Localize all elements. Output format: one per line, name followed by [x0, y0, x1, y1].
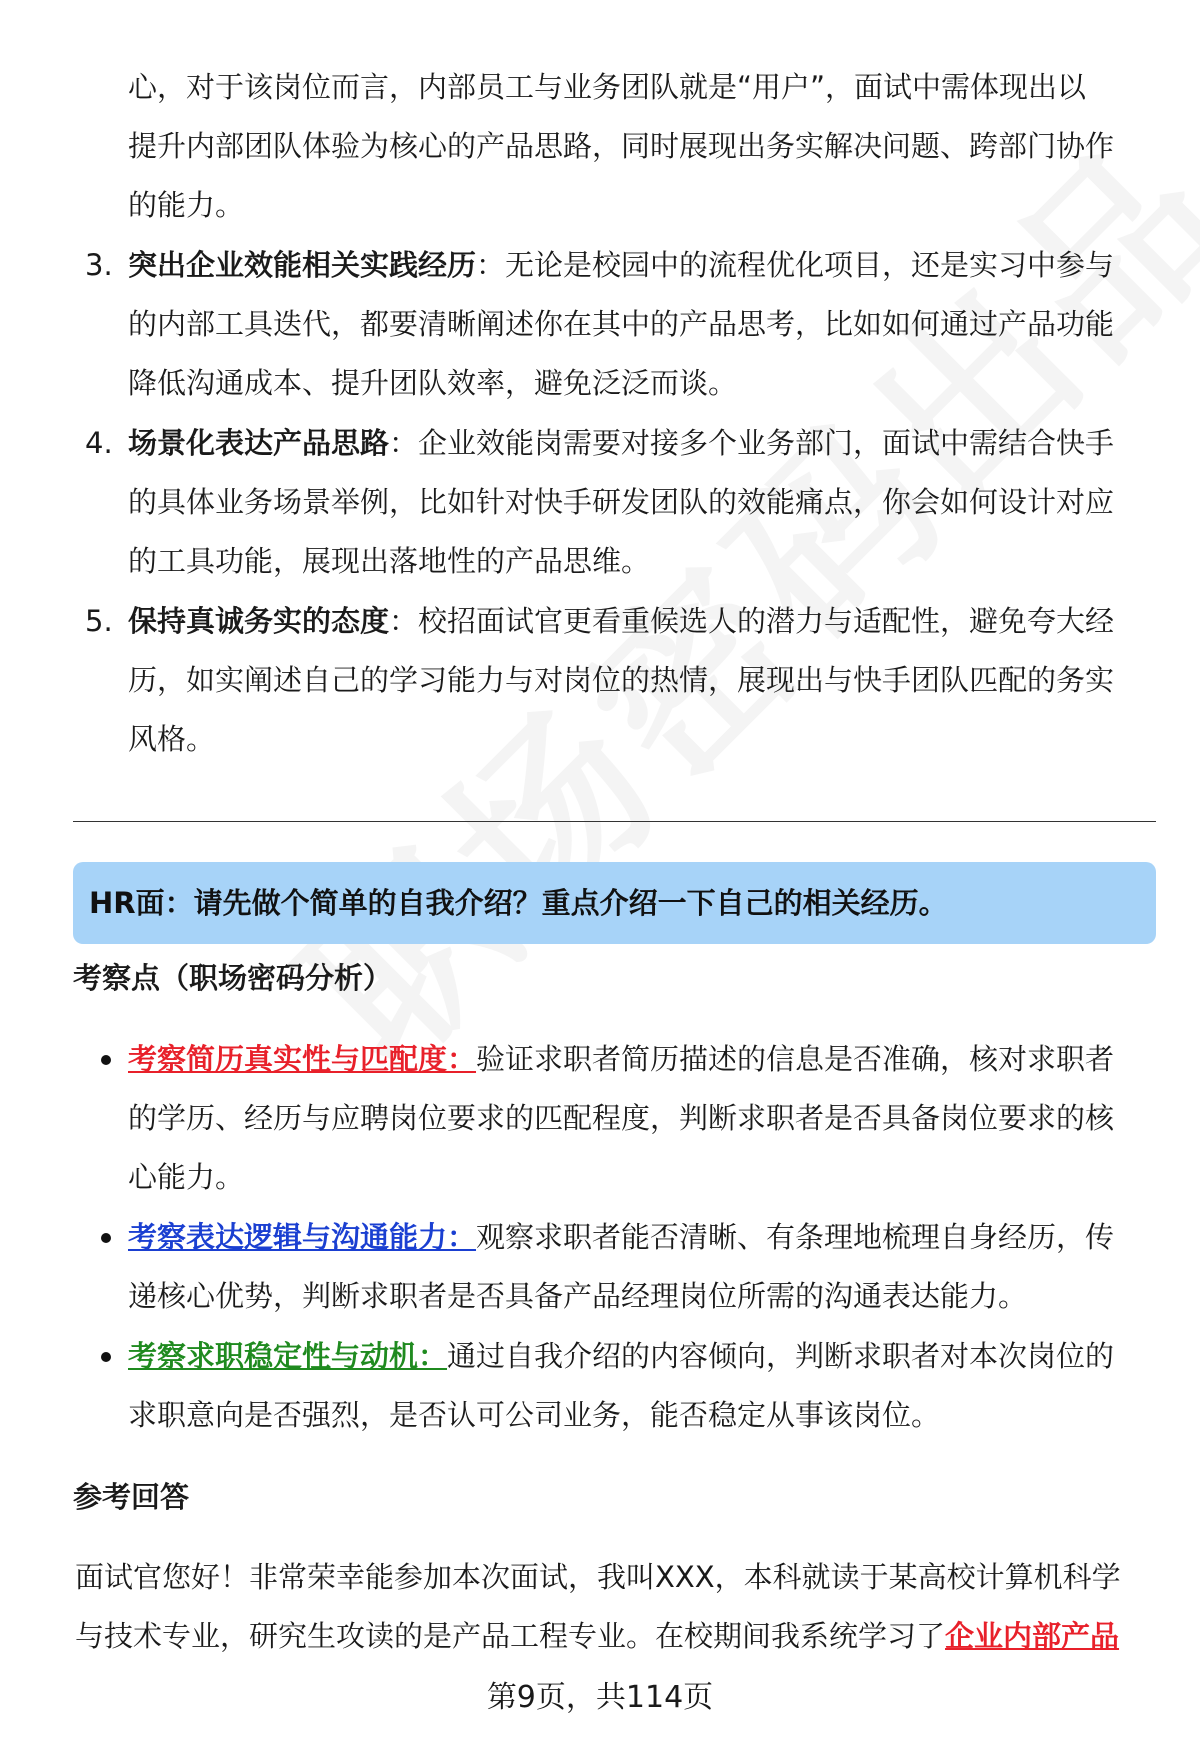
tip-text: 的内部工具迭代，都要清晰阐述你在其中的产品思考，比如如何通过产品功能 [128, 307, 1115, 341]
answer-line-1: 面试官您好！非常荣幸能参加本次面试，我叫XXX，本科就读于某高校计算机科学 [75, 1560, 1121, 1594]
point-text: 验证求职者简历描述的信息是否准确，核对求职者 [476, 1042, 1115, 1076]
bullet-icon [101, 1055, 111, 1065]
tip-item-3 [75, 236, 1150, 413]
point-text: 的学历、经历与应聘岗位要求的匹配程度，判断求职者是否具备岗位要求的核 [128, 1101, 1115, 1135]
tip-separator: ： [389, 604, 419, 638]
page-footer: 第9页，共114页 [486, 1680, 714, 1715]
tip-text: 企业效能岗需要对接多个业务部门，面试中需结合快手 [418, 426, 1115, 460]
point-text: 求职意向是否强烈，是否认可公司业务，能否稳定从事该岗位。 [128, 1398, 941, 1432]
point-text: 递核心优势，判断求职者是否具备产品经理岗位所需的沟通表达能力。 [128, 1279, 1028, 1313]
tip-title: 突出企业效能相关实践经历 [128, 248, 477, 282]
bullet-icon [101, 1233, 111, 1243]
tip-item-4 [75, 414, 1150, 591]
point-text: 心能力。 [128, 1160, 245, 1194]
point-text: 通过自我介绍的内容倾向，判断求职者对本次岗位的 [447, 1339, 1115, 1373]
point-title: 考察表达逻辑与沟通能力： [128, 1220, 477, 1254]
analysis-heading: 考察点（职场密码分析） [73, 961, 393, 995]
tip-title: 保持真诚务实的态度 [128, 604, 390, 638]
tip-text: 的具体业务场景举例，比如针对快手研发团队的效能痛点，你会如何设计对应 [128, 485, 1115, 519]
answer-heading: 参考回答 [73, 1480, 190, 1514]
tip-number: 3. [85, 248, 113, 282]
tip-text: 的工具功能，展现出落地性的产品思维。 [128, 544, 651, 578]
point-title: 考察求职稳定性与动机： [128, 1339, 448, 1373]
tip-title: 场景化表达产品思路 [128, 426, 390, 460]
intro-line-2: 提升内部团队体验为核心的产品思路，同时展现出务实解决问题、跨部门协作 [128, 129, 1115, 163]
tip-text: 校招面试官更看重候选人的潜力与适配性，避免夸大经 [418, 604, 1115, 638]
tip-text: 历，如实阐述自己的学习能力与对岗位的热情，展现出与快手团队匹配的务实 [128, 663, 1115, 697]
answer-highlight: 企业内部产品 [945, 1619, 1120, 1653]
analysis-point-3 [75, 1327, 1150, 1445]
analysis-point-1 [75, 1030, 1150, 1207]
tip-separator: ： [389, 426, 419, 460]
bullet-icon [101, 1352, 111, 1362]
tip-item-5 [75, 592, 1150, 769]
tip-number: 4. [85, 426, 113, 460]
point-text: 观察求职者能否清晰、有条理地梳理自身经历，传 [476, 1220, 1115, 1254]
answer-text: 与技术专业，研究生攻读的是产品工程专业。在校期间我系统学习了 [75, 1619, 946, 1653]
intro-line-1: 心，对于该岗位而言，内部员工与业务团队就是“用户”，面试中需体现出以 [128, 70, 1087, 104]
tip-text: 无论是校园中的流程优化项目，还是实习中参与 [505, 248, 1115, 282]
intro-line-3: 的能力。 [128, 188, 245, 222]
section-divider [73, 821, 1156, 822]
tip-number: 5. [85, 604, 113, 638]
tip-separator: ： [476, 248, 506, 282]
answer-line-2 [75, 1607, 1150, 1666]
tip-text: 降低沟通成本、提升团队效率，避免泛泛而谈。 [128, 366, 738, 400]
analysis-point-2 [75, 1208, 1150, 1326]
question-banner: HR面：请先做个简单的自我介绍？重点介绍一下自己的相关经历。 [73, 862, 1156, 944]
point-title: 考察简历真实性与匹配度： [128, 1042, 477, 1076]
tip-text: 风格。 [128, 722, 216, 756]
